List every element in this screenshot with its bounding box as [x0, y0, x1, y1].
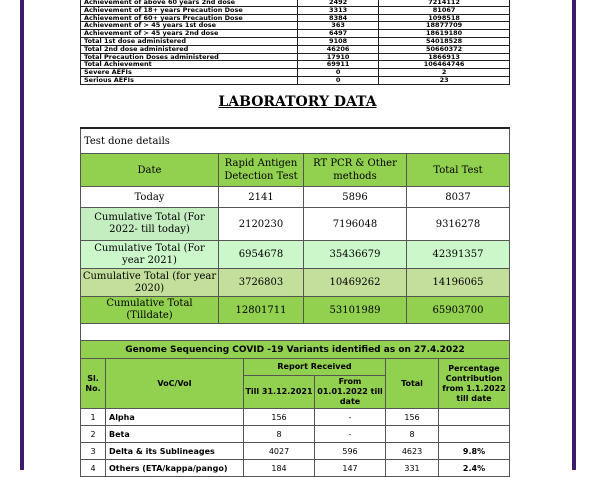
- genome-from: 147: [315, 460, 386, 477]
- genome-header-pct: Percentage Contribution from 1.1.2022 till date: [439, 359, 510, 409]
- lab-header-rapid: Rapid Antigen Detection Test: [219, 154, 304, 187]
- lab-row-label: Cumulative Total (For year 2021): [81, 241, 219, 269]
- lab-row-total: 65903700: [407, 297, 510, 324]
- genome-total: 8: [386, 426, 439, 443]
- genome-total: 4623: [386, 443, 439, 460]
- lab-row-rtpcr: 10469262: [304, 269, 407, 297]
- lab-row-label: Cumulative Total (Tilldate): [81, 297, 219, 324]
- page-border-left: [20, 0, 24, 470]
- page-border-right: [572, 0, 576, 470]
- lab-row-total: 42391357: [407, 241, 510, 269]
- lab-today-rtpcr: 5896: [304, 187, 407, 208]
- vaccination-cumulative-value: 7214112: [379, 0, 510, 6]
- vaccination-label: Achievement of 60+ years Precaution Dose: [81, 14, 298, 22]
- genome-header-voc: VoC/VoI: [106, 359, 244, 409]
- vaccination-row: [81, 76, 510, 84]
- genome-row: [81, 409, 510, 426]
- genome-till: 4027: [244, 443, 315, 460]
- vaccination-cumulative-value: 106464746: [379, 61, 510, 69]
- vaccination-cumulative-value: 50660372: [379, 45, 510, 53]
- vaccination-day-value: 46206: [298, 45, 379, 53]
- lab-row-rapid: 6954678: [219, 241, 304, 269]
- genome-till: 156: [244, 409, 315, 426]
- genome-till: 184: [244, 460, 315, 477]
- lab-row-label: Cumulative Total (for year 2020): [81, 269, 219, 297]
- lab-row-label: Cumulative Total (For 2022- till today): [81, 208, 219, 241]
- genome-pct: [439, 409, 510, 426]
- vaccination-label: Severe AEFIs: [81, 69, 298, 77]
- vaccination-cumulative-value: 54018528: [379, 37, 510, 45]
- vaccination-cumulative-value: 1866913: [379, 53, 510, 61]
- vaccination-cumulative-value: 81067: [379, 6, 510, 14]
- lab-caption: Test done details: [81, 128, 510, 154]
- genome-row: [81, 443, 510, 460]
- vaccination-cumulative-value: 18619180: [379, 30, 510, 38]
- lab-header-total: Total Test: [407, 154, 510, 187]
- genome-from: -: [315, 409, 386, 426]
- genome-header-from: From 01.01.2022 till date: [315, 376, 386, 409]
- vaccination-day-value: 6497: [298, 30, 379, 38]
- vaccination-row: [81, 45, 510, 53]
- genome-from: 596: [315, 443, 386, 460]
- genome-sl: 1: [81, 409, 106, 426]
- vaccination-cumulative-value: 18877709: [379, 22, 510, 30]
- vaccination-cumulative-value: 1098518: [379, 14, 510, 22]
- vaccination-day-value: 9108: [298, 37, 379, 45]
- vaccination-label: Total 2nd dose administered: [81, 45, 298, 53]
- lab-title: LABORATORY DATA: [218, 94, 377, 110]
- lab-row-rapid: 2120230: [219, 208, 304, 241]
- genome-title: Genome Sequencing COVID -19 Variants identified as on 27.4.2022: [81, 341, 510, 359]
- genome-from: -: [315, 426, 386, 443]
- genome-variant-name: Delta & its Sublineages: [106, 443, 244, 460]
- genome-variant-name: Alpha: [106, 409, 244, 426]
- vaccination-label: Total Achievement: [81, 61, 298, 69]
- genome-variant-name: Others (ETA/kappa/pango): [106, 460, 244, 477]
- lab-row-rapid: 12801711: [219, 297, 304, 324]
- vaccination-day-value: 8384: [298, 14, 379, 22]
- lab-row-rtpcr: 35436679: [304, 241, 407, 269]
- vaccination-day-value: 3313: [298, 6, 379, 14]
- lab-today-rapid: 2141: [219, 187, 304, 208]
- genome-till: 8: [244, 426, 315, 443]
- vaccination-day-value: 0: [298, 69, 379, 77]
- genome-pct: 2.4%: [439, 460, 510, 477]
- genome-row: [81, 426, 510, 443]
- genome-total: 156: [386, 409, 439, 426]
- vaccination-table: [80, 0, 510, 85]
- genome-header-total: Total: [386, 359, 439, 409]
- vaccination-label: Total 1st dose administered: [81, 37, 298, 45]
- lab-header-rtpcr: RT PCR & Other methods: [304, 154, 407, 187]
- vaccination-day-value: 0: [298, 76, 379, 84]
- genome-variant-name: Beta: [106, 426, 244, 443]
- vaccination-day-value: 69911: [298, 61, 379, 69]
- genome-sl: 3: [81, 443, 106, 460]
- vaccination-label: Achievement of 18+ years Precaution Dose: [81, 6, 298, 14]
- genome-total: 331: [386, 460, 439, 477]
- vaccination-day-value: 2492: [298, 0, 379, 6]
- lab-table: [80, 127, 510, 348]
- vaccination-label: Total Precaution Doses administered: [81, 53, 298, 61]
- lab-row-rtpcr: 7196048: [304, 208, 407, 241]
- genome-row: [81, 460, 510, 477]
- vaccination-label: Achievement of > 45 years 2nd dose: [81, 30, 298, 38]
- vaccination-cumulative-value: 2: [379, 69, 510, 77]
- genome-header-sl: Sl. No.: [81, 359, 106, 409]
- genome-header-till: Till 31.12.2021: [244, 376, 315, 409]
- vaccination-row: [81, 6, 510, 14]
- genome-table: [80, 340, 510, 477]
- lab-today-total: 8037: [407, 187, 510, 208]
- genome-pct: 9.8%: [439, 443, 510, 460]
- lab-row-rtpcr: 53101989: [304, 297, 407, 324]
- genome-pct: [439, 426, 510, 443]
- lab-row-rapid: 3726803: [219, 269, 304, 297]
- vaccination-label: Serious AEFIs: [81, 76, 298, 84]
- vaccination-cumulative-value: 23: [379, 76, 510, 84]
- lab-today-label: Today: [81, 187, 219, 208]
- genome-sl: 4: [81, 460, 106, 477]
- vaccination-day-value: 363: [298, 22, 379, 30]
- genome-header-report: Report Received: [244, 359, 386, 376]
- vaccination-day-value: 17910: [298, 53, 379, 61]
- lab-row-total: 14196065: [407, 269, 510, 297]
- lab-header-date: Date: [81, 154, 219, 187]
- genome-sl: 2: [81, 426, 106, 443]
- vaccination-label: Achievement of > 45 years 1st dose: [81, 22, 298, 30]
- vaccination-label: Achievement of above 60 years 2nd dose: [81, 0, 298, 6]
- lab-row-total: 9316278: [407, 208, 510, 241]
